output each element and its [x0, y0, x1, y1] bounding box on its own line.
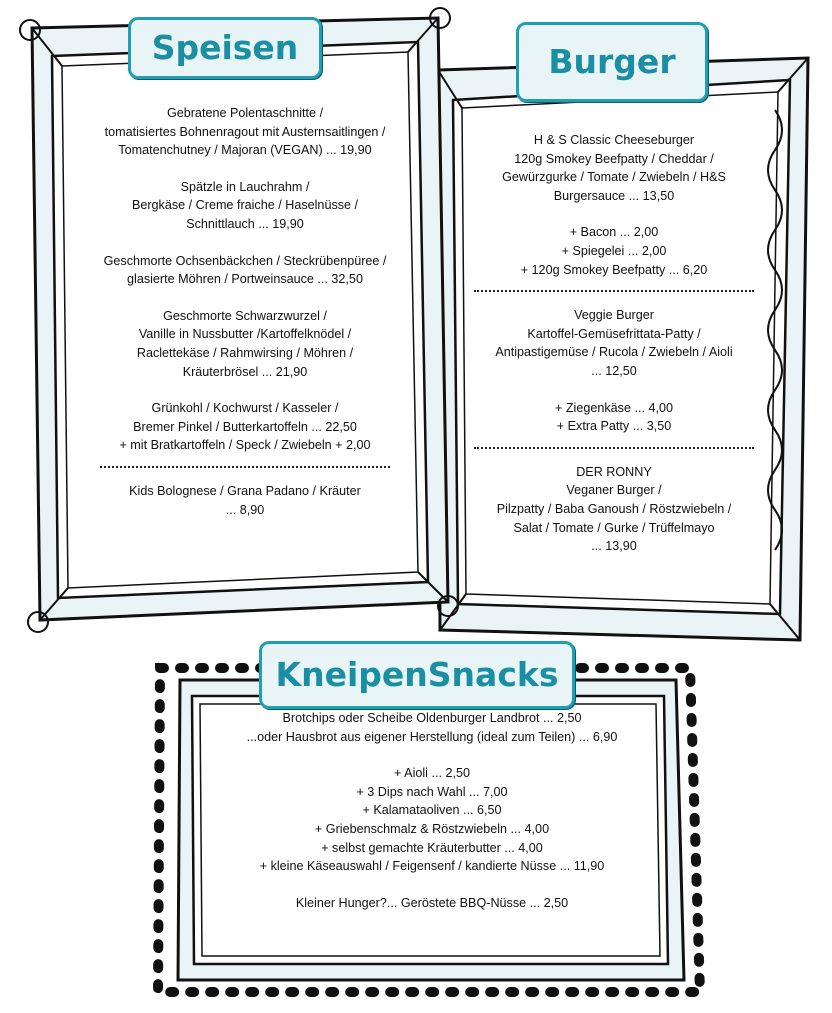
- menu-item-line: Pilzpatty / Baba Ganoush / Röstzwiebeln /: [496, 501, 732, 516]
- menu-item-line: Schnittlauch ... 19,90: [186, 216, 304, 231]
- menu-item-line: ... 12,50: [591, 363, 637, 378]
- menu-item-line: tomatisiertes Bohnenragout mit Austernsaitlingen /: [104, 124, 386, 139]
- menu-item-line: Salat / Tomate / Gurke / Trüffelmayo: [513, 520, 715, 535]
- menu-item-line: + Ziegenkäse ... 4,00: [555, 400, 673, 415]
- menu-item-line: H & S Classic Cheeseburger: [533, 133, 695, 147]
- menu-item-line: Antipastigemüse / Rucola / Zwiebeln / Aioli: [495, 345, 733, 360]
- menu-item-line: Kartoffel-Gemüsefrittata-Patty /: [527, 326, 701, 341]
- dotted-divider: [474, 290, 754, 292]
- menu-item-line: Burgersauce ... 13,50: [553, 188, 675, 203]
- menu-item-line: + Bacon ... 2,00: [569, 225, 659, 240]
- menu-item-line: Tomatenchutney / Majoran (VEGAN) ... 19,90: [118, 143, 372, 158]
- menu-item-line: DER RONNY: [576, 464, 652, 479]
- menu-item: [468, 223, 760, 279]
- snacks-menu: [206, 709, 658, 912]
- menu-item-line: + Extra Patty ... 3,50: [556, 419, 672, 434]
- menu-item-line: + Aioli ... 2,50: [394, 766, 470, 781]
- menu-item-line: Spätzle in Lauchrahm /: [180, 179, 310, 194]
- menu-item: [206, 894, 658, 913]
- menu-item-line: + Spiegelei ... 2,00: [561, 243, 667, 258]
- menu-item: [468, 306, 760, 380]
- menu-item-line: + 3 Dips nach Wahl ... 7,00: [356, 784, 508, 799]
- menu-item-line: + kleine Käseauswahl / Feigensenf / kandierte Nüsse ... 11,90: [259, 859, 605, 874]
- snacks-title: KneipenSnacks: [259, 641, 575, 709]
- menu-item-line: Kleiner Hunger?... Geröstete BBQ-Nüsse ... 2,50: [295, 895, 569, 910]
- menu-item-line: + selbst gemachte Kräuterbutter ... 4,00: [321, 840, 543, 855]
- menu-item: [80, 252, 410, 289]
- menu-item: [206, 709, 658, 746]
- menu-item-line: Veggie Burger: [574, 308, 654, 323]
- menu-item-line: Grünkohl / Kochwurst / Kasseler /: [151, 401, 339, 416]
- menu-item: [468, 463, 760, 556]
- menu-item-line: Geschmorte Ochsenbäckchen / Steckrübenpüree /: [103, 253, 387, 268]
- menu-item: [468, 399, 760, 436]
- menu-item-line: + mit Bratkartoffeln / Speck / Zwiebeln + 2,00: [119, 438, 371, 453]
- menu-item: [80, 399, 410, 455]
- burger-menu: [468, 131, 760, 556]
- speisen-menu: [80, 104, 410, 519]
- menu-item-line: Veganer Burger /: [566, 483, 662, 498]
- menu-item-line: + Kalamataoliven ... 6,50: [362, 803, 502, 818]
- menu-item: [468, 131, 760, 205]
- menu-item-line: Gewürzgurke / Tomate / Zwiebeln / H&S: [502, 170, 726, 185]
- menu-item: [80, 104, 410, 160]
- menu-item-line: Gebratene Polentaschnitte /: [166, 106, 324, 120]
- menu-item-line: + Griebenschmalz & Röstzwiebeln ... 4,00: [314, 821, 550, 836]
- menu-item: [80, 482, 410, 519]
- menu-item-line: + 120g Smokey Beefpatty ... 6,20: [520, 262, 708, 277]
- menu-item: [80, 178, 410, 234]
- menu-item-line: Raclettekäse / Rahmwirsing / Möhren /: [136, 345, 354, 360]
- menu-item-line: Brotchips oder Scheibe Oldenburger Landbrot ... 2,50: [282, 711, 582, 725]
- burger-title: Burger: [516, 22, 708, 102]
- menu-item-line: 120g Smokey Beefpatty / Cheddar /: [514, 151, 714, 166]
- menu-item: [206, 764, 658, 876]
- menu-item-line: glasierte Möhren / Portweinsauce ... 32,50: [127, 272, 363, 287]
- speisen-title: Speisen: [128, 17, 322, 79]
- menu-item-line: Kräuterbrösel ... 21,90: [182, 364, 308, 379]
- menu-item-line: Bergkäse / Creme fraiche / Haselnüsse /: [131, 198, 359, 213]
- menu-item-line: Vanille in Nussbutter /Kartoffelknödel /: [138, 327, 352, 342]
- dotted-divider: [100, 466, 390, 468]
- menu-item-line: ... 13,90: [591, 539, 637, 554]
- menu-item: [80, 307, 410, 381]
- menu-item-line: ...oder Hausbrot aus eigener Herstellung (ideal zum Teilen) ... 6,90: [246, 729, 618, 744]
- menu-item-line: Bremer Pinkel / Butterkartoffeln ... 22,50: [133, 419, 357, 434]
- dotted-divider: [474, 447, 754, 449]
- menu-item-line: ... 8,90: [225, 502, 265, 517]
- menu-item-line: Kids Bolognese / Grana Padano / Kräuter: [129, 483, 361, 498]
- menu-item-line: Geschmorte Schwarzwurzel /: [163, 308, 327, 323]
